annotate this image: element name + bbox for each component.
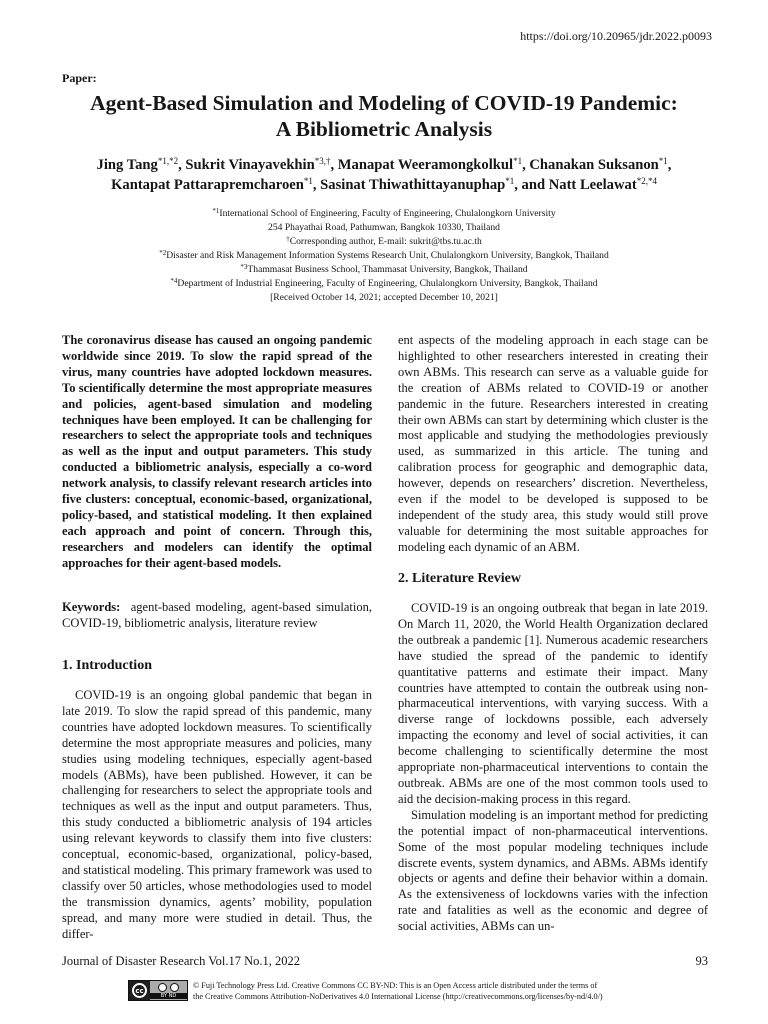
- by-nd-text: BY ND: [150, 993, 187, 999]
- author-line-2: [40, 175, 728, 195]
- author-name: Chanakan Suksanon: [529, 157, 659, 173]
- corresponding-author: Corresponding author, E-mail: sukrit@tbs.tu.ac.th: [289, 236, 482, 247]
- literature-review-heading: 2. Literature Review: [398, 571, 521, 586]
- introduction-heading: 1. Introduction: [62, 658, 152, 673]
- received-dates: [Received October 14, 2021; accepted December 10, 2021]: [270, 292, 498, 303]
- cc-license-badge[interactable]: [128, 980, 188, 1001]
- affiliation-text: International School of Engineering, Faculty of Engineering, Chulalongkorn University: [219, 208, 556, 219]
- affiliation-marker: *2: [159, 249, 167, 257]
- affiliation-line: 254 Phayathai Road, Pathumwan, Bangkok 10330, Thailand: [268, 222, 500, 233]
- author-marker: *1: [658, 156, 668, 166]
- page-number: 93: [695, 954, 708, 968]
- affiliation-marker: *3: [240, 263, 248, 271]
- paragraph: Simulation modeling is an important method for predicting the potential impact of non-pharmaceutical interventions. Some of the most popular modeling techniques include discrete events, system dynamics, and ABMs. ABMs identify objects or agents and define their behavior within a domain. As the extensiveness of lockdowns varies with the infection rate and fatalities as well as the economic and degree of social activities, ABMs can un-: [398, 807, 708, 934]
- affiliation-marker: †: [286, 235, 290, 243]
- author-name: Sasinat Thiwathittayanuphap: [320, 177, 506, 193]
- abstract: The coronavirus disease has caused an ongoing pandemic worldwide since 2019. To slow the rapid spread of the virus, many countries have adopted lockdown measures. To scientifically determine the most appropriate measures and policies, agent-based simulation and modeling techniques have been employed. It can be challenging for researchers to select the appropriate tools and techniques as well as the input and output parameters. This study conducted a bibliometric analysis, especially a co-word network analysis, to classify relevant research articles into five clusters: conceptual, economic-based, organizational, policy-based, and statistical modeling. It then explained each approach and point of concern. Through this, researchers and modelers can identify the optimal approaches for their agent-based models.: [62, 333, 372, 570]
- paper-type-label: Paper:: [62, 71, 97, 85]
- nd-icon: [170, 983, 179, 992]
- affiliation-text: Thammasat Business School, Thammasat University, Bangkok, Thailand: [247, 264, 528, 275]
- affiliation-line: [40, 249, 728, 263]
- author-name: Jing Tang: [96, 157, 158, 173]
- author-name: Kantapat Pattarapremcharoen: [111, 177, 304, 193]
- paragraph: COVID-19 is an ongoing global pandemic that began in late 2019. To slow the rapid spread of this pandemic, many countries have adopted lockdown measures. To scientifically determine the most appropriate measures and policies, many studies using modeling techniques, especially agent-based models (ABMs), have been published. However, it can be challenging for researchers to select the appropriate tools and techniques as well as the input and output parameters. Thus, this study conducted a bibliometric analysis of 194 articles using relevant keywords to classify them into five clusters: conceptual, economic-based, organizational, policy-based, and statistical modeling. This primary framework was used to classify over 50 articles, whose methodologies used to model the transmission dynamics, agents’ mobility, population spread, and many more were studied in detail. Thus, the differ-: [62, 688, 372, 941]
- cc-icon: cc: [132, 983, 147, 998]
- affiliation-line: [40, 235, 728, 249]
- license-text: [193, 980, 663, 1002]
- author-line-1: Jing Tang$^{*1,*2}$, Sukrit Vinayavekhin$^{*3,\dagger}$, Manapat Weeramongkolkul$^{*1}$, Chanakan Suksanon$^{*1}$,: [96, 156, 672, 173]
- affiliation-text: Disaster and Risk Management Information Systems Research Unit, Chulalongkorn University, Bangkok, Thailand: [166, 250, 609, 261]
- license-line: the Creative Commons Attribution-NoDerivatives 4.0 International License (http://creativecommons.org/licenses/by-nd/4.0/): [193, 992, 603, 1001]
- author-marker: *1: [505, 176, 515, 186]
- keywords-label: Keywords:: [62, 600, 121, 614]
- literature-review-body: [398, 601, 708, 935]
- affiliation-marker: *1: [212, 207, 220, 215]
- title-line-1: Agent-Based Simulation and Modeling of COVID-19 Pandemic:: [90, 91, 678, 115]
- right-column-top: [398, 333, 708, 556]
- by-icon: [158, 983, 167, 992]
- affiliation-line: [40, 263, 728, 277]
- affiliation-marker: *4: [170, 277, 178, 285]
- author-list: [40, 155, 728, 195]
- license-line: © Fuji Technology Press Ltd. Creative Commons CC BY-ND: This is an Open Access article distributed under the terms of: [193, 981, 598, 990]
- author-name: Manapat Weeramongkolkul: [337, 157, 514, 173]
- affiliation-line: [40, 207, 728, 221]
- affiliation-line: [40, 277, 728, 291]
- paragraph: ent aspects of the modeling approach in each stage can be highlighted to other researchers interested in creating their own ABMs. This research can serve as a valuable guide for the creation of ABMs related to COVID-19 or another pandemic in the future. Researchers interested in creating their own ABMs can start by determining which cluster is the most applicable and studying the methodologies previously used, as summarized in this article. The tuning and calibration process for geographic and demographic data, however, depends on researchers’ discretion. Nevertheless, even if the model to be developed is supposed to be independent of the study area, this study would still prove valuable for determining the most suitable approaches for modeling each dynamic of an ABM.: [398, 333, 708, 554]
- by-nd-block: [150, 981, 187, 1000]
- keywords-text: agent-based modeling, agent-based simulation, COVID-19, bibliometric analysis, literature review: [62, 600, 372, 630]
- author-separator: ,: [330, 157, 338, 173]
- paragraph: COVID-19 is an ongoing outbreak that began in late 2019. On March 11, 2020, the World Health Organization declared the outbreak a pandemic [1]. Numerous academic researchers have studied the spread of the pandemic to identify quantitative patterns and estimate their impact. Many countries have attempted to contain the outbreak using non-pharmaceutical interventions, with varying success. With a diverse range of lockdowns possible, each adversely impacting the economy and level of social activities, it can become challenging to scientifically determine the most appropriate non-pharmaceutical interventions to contain the outbreak. ABMs are one of the most common tools used to aid the decision-making process in this regard.: [398, 601, 708, 806]
- author-separator: ,: [522, 157, 530, 173]
- author-separator: , and: [514, 177, 549, 193]
- journal-footer: Journal of Disaster Research Vol.17 No.1, 2022: [62, 954, 301, 968]
- author-marker: *3,†: [314, 156, 331, 166]
- introduction-body: [62, 688, 372, 943]
- author-marker: *1,*2: [157, 156, 179, 166]
- author-separator: ,: [178, 157, 186, 173]
- author-marker: *2,*4: [636, 176, 657, 186]
- affiliation-text: Department of Industrial Engineering, Faculty of Engineering, Chulalongkorn University, Bangkok, Thailand: [177, 278, 598, 289]
- doi-link[interactable]: https://doi.org/10.20965/jdr.2022.p0093: [520, 29, 712, 43]
- author-marker: *1: [303, 176, 313, 186]
- affiliations: [40, 207, 728, 305]
- author-separator: ,: [312, 177, 321, 193]
- author-name: Natt Leelawat: [548, 177, 637, 193]
- title-line-2: A Bibliometric Analysis: [275, 117, 493, 141]
- paper-title: [40, 90, 728, 142]
- author-marker: *1: [513, 156, 523, 166]
- author-name: Sukrit Vinayavekhin: [185, 157, 315, 173]
- keywords: [62, 600, 372, 632]
